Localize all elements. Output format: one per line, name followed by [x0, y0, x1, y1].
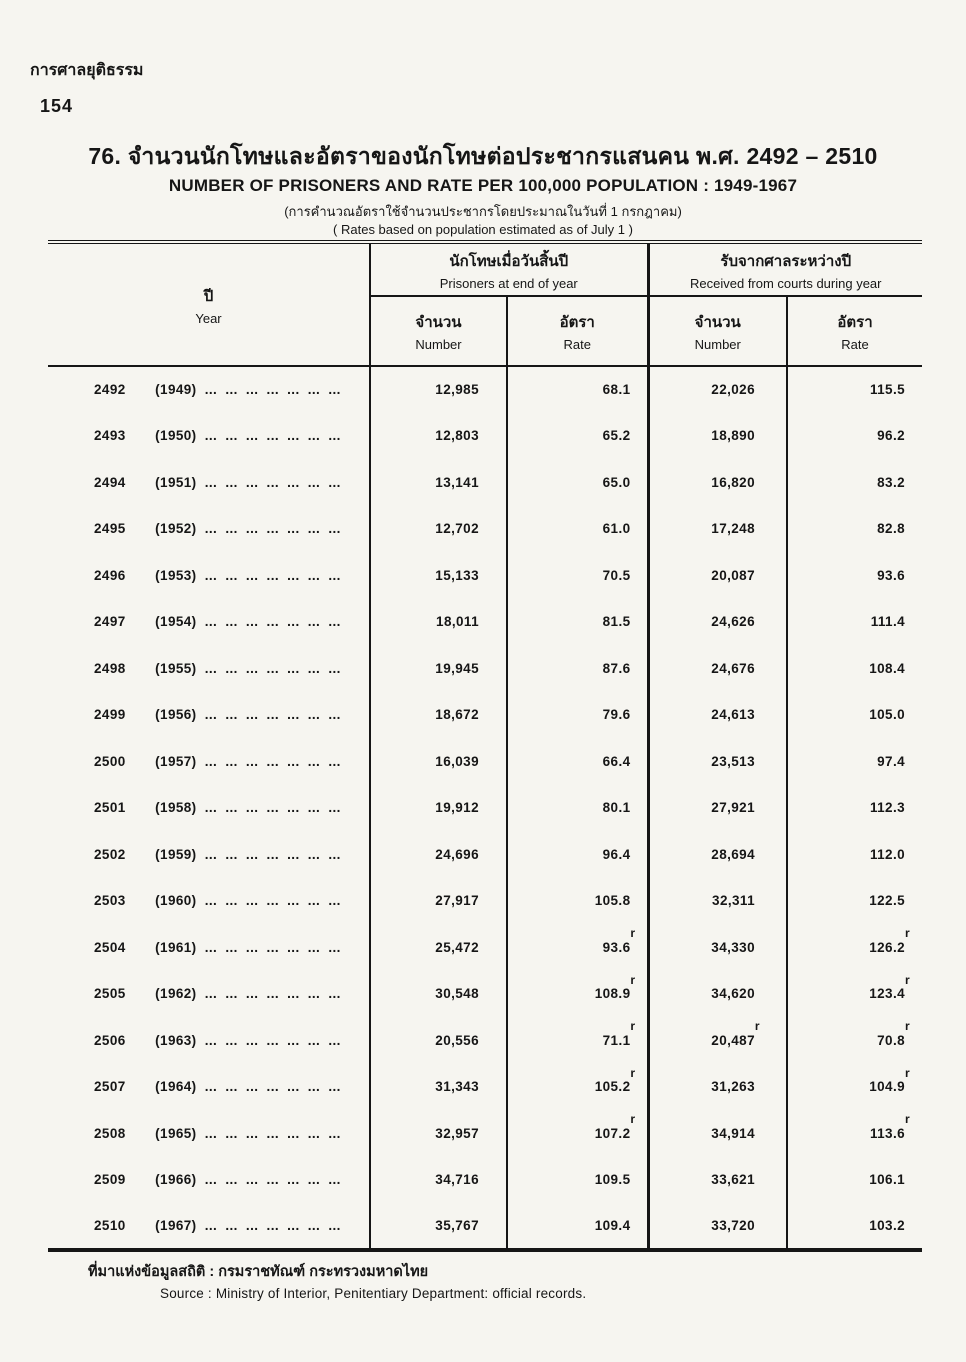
year-header-thai: ปี: [203, 287, 214, 305]
revision-flag: r: [630, 1112, 636, 1126]
table-row: [48, 924, 922, 971]
table-body: [48, 366, 922, 1250]
year-buddhist-era: 2502: [94, 846, 126, 862]
prisoners-end-rate-cell: r 105.2: [507, 1064, 648, 1111]
year-cell: [48, 831, 370, 878]
table-row: [48, 1157, 922, 1204]
received-courts-number-cell: 18,890: [648, 413, 787, 460]
year-christian-era-with-leader-dots: (1956) ... ... ... ... ... ... ...: [155, 707, 341, 723]
source-english: Source : Ministry of Interior, Penitentiary Department: official records.: [160, 1285, 587, 1301]
year-cell: [48, 506, 370, 553]
received-courts-number-cell: 33,720: [648, 1203, 787, 1250]
table-header: [48, 242, 922, 366]
year-cell: [48, 459, 370, 506]
revision-flag: r: [904, 1112, 911, 1126]
received-courts-rate-cell: r 70.8: [787, 1017, 922, 1064]
received-courts-number-cell: r 20,487: [648, 1017, 787, 1064]
received-courts-rate-cell: r 113.6: [787, 1110, 922, 1157]
year-header-english: Year: [195, 310, 222, 326]
source-note: [88, 1262, 586, 1304]
received-courts-number-cell: 34,330: [648, 924, 787, 971]
year-buddhist-era: 2495: [94, 521, 126, 537]
year-buddhist-era: 2494: [94, 474, 126, 490]
year-christian-era-with-leader-dots: (1959) ... ... ... ... ... ... ...: [155, 846, 341, 862]
year-buddhist-era: 2503: [94, 893, 126, 909]
received-courts-rate-cell: 112.0: [787, 831, 922, 878]
prisoners-end-rate-cell: 79.6: [507, 692, 648, 739]
year-cell: [48, 1064, 370, 1111]
received-courts-number-cell: 24,626: [648, 599, 787, 646]
revision-flag: r: [904, 1019, 911, 1033]
prisoners-end-number-cell: 19,945: [435, 660, 479, 676]
received-courts-number-cell: 24,613: [648, 692, 787, 739]
prisoners-end-rate-cell: r 71.1: [507, 1017, 648, 1064]
received-courts-number-cell: 32,311: [648, 878, 787, 925]
group2-header-thai: รับจากศาลระหว่างปี: [720, 252, 852, 270]
subheader-received-rate: อัตรา Rate: [787, 296, 922, 366]
year-christian-era-with-leader-dots: (1952) ... ... ... ... ... ... ...: [155, 521, 341, 537]
title-note-thai: (การคำนวณอัตราใช้จำนวนประชากรโดยประมาณในวันที่ 1 กรกฎาคม): [284, 203, 682, 219]
prisoners-end-rate-cell: 96.4: [507, 831, 648, 878]
section-heading-thai: การศาลยุติธรรม: [30, 62, 144, 79]
page-number: 154: [40, 96, 74, 116]
table-row: [48, 645, 922, 692]
year-cell: [48, 924, 370, 971]
year-buddhist-era: 2509: [94, 1172, 126, 1188]
received-courts-number-cell: 34,620: [648, 971, 787, 1018]
prisoners-end-number-cell: 34,716: [435, 1172, 479, 1188]
table-row: [48, 506, 922, 553]
prisoners-end-number-cell: 16,039: [435, 753, 479, 769]
received-courts-number-cell: 33,621: [648, 1157, 787, 1204]
received-courts-rate-cell: r 123.4: [787, 971, 922, 1018]
prisoners-end-number-cell: 25,472: [435, 939, 479, 955]
prisoners-end-rate-cell: 80.1: [507, 785, 648, 832]
received-courts-rate-cell: 83.2: [787, 459, 922, 506]
received-courts-rate-cell: 105.0: [787, 692, 922, 739]
year-christian-era-with-leader-dots: (1957) ... ... ... ... ... ... ...: [155, 753, 341, 769]
received-courts-number-cell: 24,676: [648, 645, 787, 692]
subheader-received-number: จำนวน Number: [648, 296, 787, 366]
year-christian-era-with-leader-dots: (1955) ... ... ... ... ... ... ...: [155, 660, 341, 676]
year-christian-era-with-leader-dots: (1964) ... ... ... ... ... ... ...: [155, 1079, 341, 1095]
year-christian-era-with-leader-dots: (1966) ... ... ... ... ... ... ...: [155, 1172, 341, 1188]
year-buddhist-era: 2497: [94, 614, 126, 630]
year-cell: [48, 552, 370, 599]
received-courts-number-cell: 31,263: [648, 1064, 787, 1111]
prisoners-end-number-cell: 35,767: [435, 1217, 479, 1233]
year-christian-era-with-leader-dots: (1960) ... ... ... ... ... ... ...: [155, 893, 341, 909]
year-christian-era-with-leader-dots: (1954) ... ... ... ... ... ... ...: [155, 614, 341, 630]
received-courts-rate-cell: 96.2: [787, 413, 922, 460]
received-courts-rate-cell: 115.5: [787, 366, 922, 413]
year-buddhist-era: 2507: [94, 1079, 126, 1095]
received-courts-rate-cell: 97.4: [787, 738, 922, 785]
table-row: [48, 1064, 922, 1111]
revision-flag: r: [630, 1065, 636, 1080]
received-courts-rate-cell: 112.3: [787, 785, 922, 832]
received-courts-rate-cell: 93.6: [787, 552, 922, 599]
received-courts-number-cell: 34,914: [648, 1110, 787, 1157]
year-buddhist-era: 2510: [94, 1217, 126, 1233]
prisoners-end-rate-cell: r 107.2: [507, 1110, 648, 1157]
year-buddhist-era: 2492: [94, 382, 126, 398]
received-courts-number-cell: 28,694: [648, 831, 787, 878]
prisoners-end-number-cell: 30,548: [435, 986, 479, 1002]
year-buddhist-era: 2508: [94, 1125, 126, 1141]
year-cell: [48, 599, 370, 646]
prisoners-end-rate-cell: 87.6: [507, 645, 648, 692]
table-row: [48, 459, 922, 506]
received-courts-rate-cell: r 126.2: [787, 924, 922, 971]
prisoners-end-number-cell: 20,556: [435, 1032, 479, 1048]
received-courts-rate-cell: 82.8: [787, 506, 922, 553]
prisoners-end-rate-cell: 66.4: [507, 738, 648, 785]
year-christian-era-with-leader-dots: (1965) ... ... ... ... ... ... ...: [155, 1125, 341, 1141]
table-row: [48, 552, 922, 599]
prisoners-end-number-cell: 12,803: [435, 428, 479, 444]
table-row: [48, 1110, 922, 1157]
received-courts-rate-cell: 103.2: [787, 1203, 922, 1250]
year-buddhist-era: 2493: [94, 428, 126, 444]
subheader-prisoners-number: จำนวน Number: [415, 314, 462, 352]
group2-header-english: Received from courts during year: [690, 275, 882, 291]
revision-flag: r: [630, 926, 636, 940]
prisoners-statistics-table: [48, 240, 922, 1252]
table-row: [48, 692, 922, 739]
year-buddhist-era: 2506: [94, 1032, 126, 1048]
subheader-prisoners-rate: อัตรา Rate: [507, 296, 648, 366]
received-courts-rate-cell: 122.5: [787, 878, 922, 925]
revision-flag: r: [904, 972, 911, 987]
table-title-english: NUMBER OF PRISONERS AND RATE PER 100,000 POPULATION : 1949-1967: [168, 176, 798, 196]
prisoners-end-rate-cell: 109.5: [507, 1157, 648, 1204]
year-cell: [48, 1017, 370, 1064]
year-buddhist-era: 2500: [94, 753, 126, 769]
year-christian-era-with-leader-dots: (1963) ... ... ... ... ... ... ...: [155, 1032, 341, 1048]
year-buddhist-era: 2501: [94, 800, 126, 816]
received-courts-number-cell: 22,026: [648, 366, 787, 413]
year-christian-era-with-leader-dots: (1962) ... ... ... ... ... ... ...: [155, 986, 341, 1002]
prisoners-end-rate-cell: 61.0: [507, 506, 648, 553]
table-row: [48, 738, 922, 785]
table-row: [48, 413, 922, 460]
year-cell: [48, 1203, 370, 1250]
prisoners-end-number-cell: 27,917: [435, 893, 479, 909]
prisoners-end-number-cell: 18,011: [436, 614, 479, 630]
group-header-prisoners-end-of-year: [370, 242, 648, 296]
received-courts-number-cell: 23,513: [648, 738, 787, 785]
group1-header-english: Prisoners at end of year: [439, 275, 578, 291]
prisoners-end-rate-cell: 81.5: [507, 599, 648, 646]
prisoners-end-number-cell: 13,141: [435, 474, 479, 490]
received-courts-rate-cell: 111.4: [787, 599, 922, 646]
year-buddhist-era: 2504: [94, 939, 126, 955]
table-row: [48, 831, 922, 878]
received-courts-number-cell: 17,248: [648, 506, 787, 553]
prisoners-end-rate-cell: r 108.9: [507, 971, 648, 1018]
year-cell: [48, 738, 370, 785]
table-row: [48, 1017, 922, 1064]
year-christian-era-with-leader-dots: (1949) ... ... ... ... ... ... ...: [155, 382, 341, 398]
year-cell: [48, 692, 370, 739]
year-christian-era-with-leader-dots: (1967) ... ... ... ... ... ... ...: [155, 1217, 341, 1233]
prisoners-end-number-cell: 24,696: [435, 846, 479, 862]
year-cell: [48, 1157, 370, 1204]
prisoners-end-rate-cell: 70.5: [507, 552, 648, 599]
revision-flag: r: [630, 972, 636, 987]
year-cell: [48, 878, 370, 925]
prisoners-end-rate-cell: 68.1: [507, 366, 648, 413]
group-header-received-from-courts: [648, 242, 922, 296]
table-row: [48, 366, 922, 413]
year-christian-era-with-leader-dots: (1961) ... ... ... ... ... ... ...: [155, 939, 341, 955]
column-header-year: [48, 242, 370, 366]
year-cell: [48, 645, 370, 692]
table-row: [48, 971, 922, 1018]
revision-flag: r: [754, 1019, 760, 1033]
year-cell: [48, 971, 370, 1018]
prisoners-end-number-cell: 12,702: [435, 521, 479, 537]
source-thai: ที่มาแห่งข้อมูลสถิติ : กรมราชทัณฑ์ กระทรวงมหาดไทย: [88, 1264, 429, 1280]
prisoners-end-rate-cell: r 93.6: [507, 924, 648, 971]
year-cell: [48, 413, 370, 460]
received-courts-rate-cell: 106.1: [787, 1157, 922, 1204]
prisoners-end-rate-cell: 65.2: [507, 413, 648, 460]
received-courts-number-cell: 20,087: [648, 552, 787, 599]
title-block: [0, 143, 966, 238]
revision-flag: r: [904, 1065, 911, 1080]
year-christian-era-with-leader-dots: (1950) ... ... ... ... ... ... ...: [155, 428, 341, 444]
prisoners-end-rate-cell: 105.8: [507, 878, 648, 925]
prisoners-end-rate-cell: 65.0: [507, 459, 648, 506]
year-christian-era-with-leader-dots: (1958) ... ... ... ... ... ... ...: [155, 800, 341, 816]
prisoners-end-number-cell: 32,957: [435, 1125, 479, 1141]
table-row: [48, 1203, 922, 1250]
received-courts-rate-cell: 108.4: [787, 645, 922, 692]
prisoners-end-number-cell: 12,985: [435, 382, 479, 398]
revision-flag: r: [630, 1019, 636, 1033]
prisoners-end-number-cell: 18,672: [435, 707, 479, 723]
prisoners-end-rate-cell: 109.4: [507, 1203, 648, 1250]
prisoners-end-number-cell: 31,343: [435, 1079, 479, 1095]
title-note-english: ( Rates based on population estimated as of July 1 ): [333, 221, 633, 237]
table-row: [48, 785, 922, 832]
received-courts-rate-cell: r 104.9: [787, 1064, 922, 1111]
revision-flag: r: [904, 926, 911, 940]
year-cell: [48, 785, 370, 832]
received-courts-number-cell: 16,820: [648, 459, 787, 506]
year-buddhist-era: 2498: [94, 660, 126, 676]
group1-header-thai: นักโทษเมื่อวันสิ้นปี: [449, 252, 569, 270]
table-title-thai: 76. จำนวนนักโทษและอัตราของนักโทษต่อประชากรแสนคน พ.ศ. 2492 – 2510: [88, 143, 878, 169]
year-christian-era-with-leader-dots: (1951) ... ... ... ... ... ... ...: [155, 474, 341, 490]
prisoners-end-number-cell: 19,912: [435, 800, 479, 816]
table-row: [48, 599, 922, 646]
year-buddhist-era: 2496: [94, 567, 126, 583]
received-courts-number-cell: 27,921: [648, 785, 787, 832]
year-christian-era-with-leader-dots: (1953) ... ... ... ... ... ... ...: [155, 567, 341, 583]
table-row: [48, 878, 922, 925]
year-buddhist-era: 2499: [94, 707, 126, 723]
year-cell: [48, 1110, 370, 1157]
prisoners-end-number-cell: 15,133: [435, 567, 479, 583]
year-buddhist-era: 2505: [94, 986, 126, 1002]
year-cell: [48, 366, 370, 413]
